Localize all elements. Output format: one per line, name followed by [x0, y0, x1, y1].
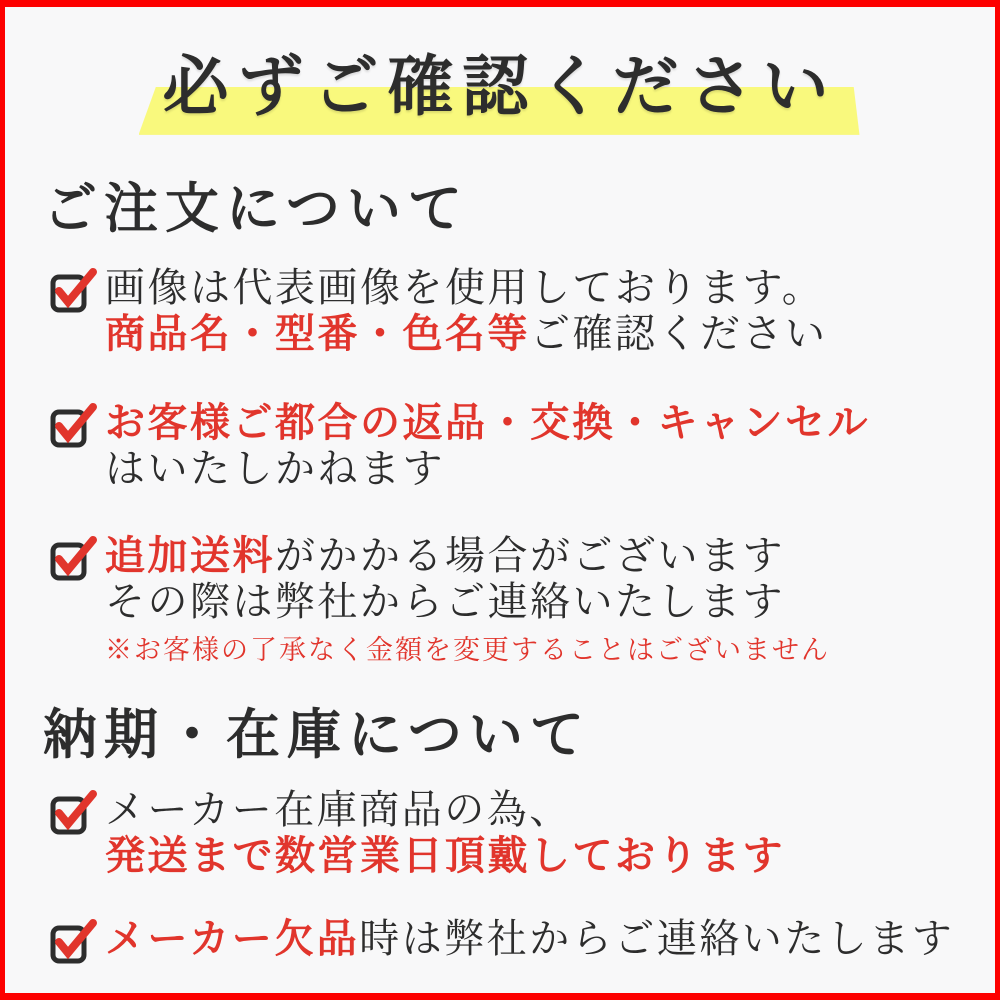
notice-content — [5, 177, 995, 964]
text-segment: ご確認ください — [530, 311, 828, 358]
text-segment: 発送まで数営業日頂戴しております — [105, 832, 785, 880]
item-line — [105, 833, 785, 879]
item-line — [105, 579, 830, 625]
item-line — [105, 446, 870, 492]
checked-checkbox-icon — [49, 402, 97, 448]
item-line — [105, 916, 954, 962]
item-text — [105, 787, 785, 880]
text-segment: メーカー欠品 — [105, 914, 360, 962]
item-line — [105, 400, 870, 446]
title-row — [5, 49, 995, 125]
checklist-item — [49, 400, 955, 493]
text-segment: 商品名・型番・色名等 — [105, 310, 530, 358]
fine-print-note: ※お客様の了承なく金額を変更することはございません — [105, 635, 830, 667]
item-line — [105, 265, 828, 311]
item-line — [105, 787, 785, 833]
banner-title — [163, 49, 838, 125]
checked-checkbox-icon — [49, 267, 97, 313]
text-segment: 時は弊社からご連絡いたします — [359, 915, 955, 962]
checklist-item — [49, 533, 955, 667]
text-segment: お客様ご都合の返品・交換・キャンセル — [105, 398, 870, 446]
item-line — [105, 533, 830, 579]
checked-checkbox-icon — [49, 918, 97, 964]
item-text — [105, 533, 830, 667]
item-text — [105, 916, 954, 962]
item-text — [105, 400, 870, 493]
checklist-item — [49, 265, 955, 358]
banner-title-text: 必ずご確認ください — [162, 47, 838, 125]
text-segment: 画像は代表画像を使用しております。 — [105, 264, 825, 311]
item-line — [105, 311, 828, 357]
text-segment: その際は弊社からご連絡いたします — [105, 578, 785, 625]
item-text — [105, 265, 828, 358]
text-segment: メーカー在庫商品の為、 — [105, 786, 572, 833]
text-segment: はいたしかねます — [105, 446, 445, 493]
checked-checkbox-icon — [49, 789, 97, 835]
checklist-item — [49, 787, 955, 880]
section-heading: ご注文について — [43, 175, 469, 240]
section-heading: 納期・在庫について — [43, 701, 591, 766]
text-segment: 追加送料 — [105, 531, 275, 579]
checked-checkbox-icon — [49, 535, 97, 581]
text-segment: がかかる場合がございます — [275, 532, 785, 579]
checklist-item — [49, 916, 955, 964]
